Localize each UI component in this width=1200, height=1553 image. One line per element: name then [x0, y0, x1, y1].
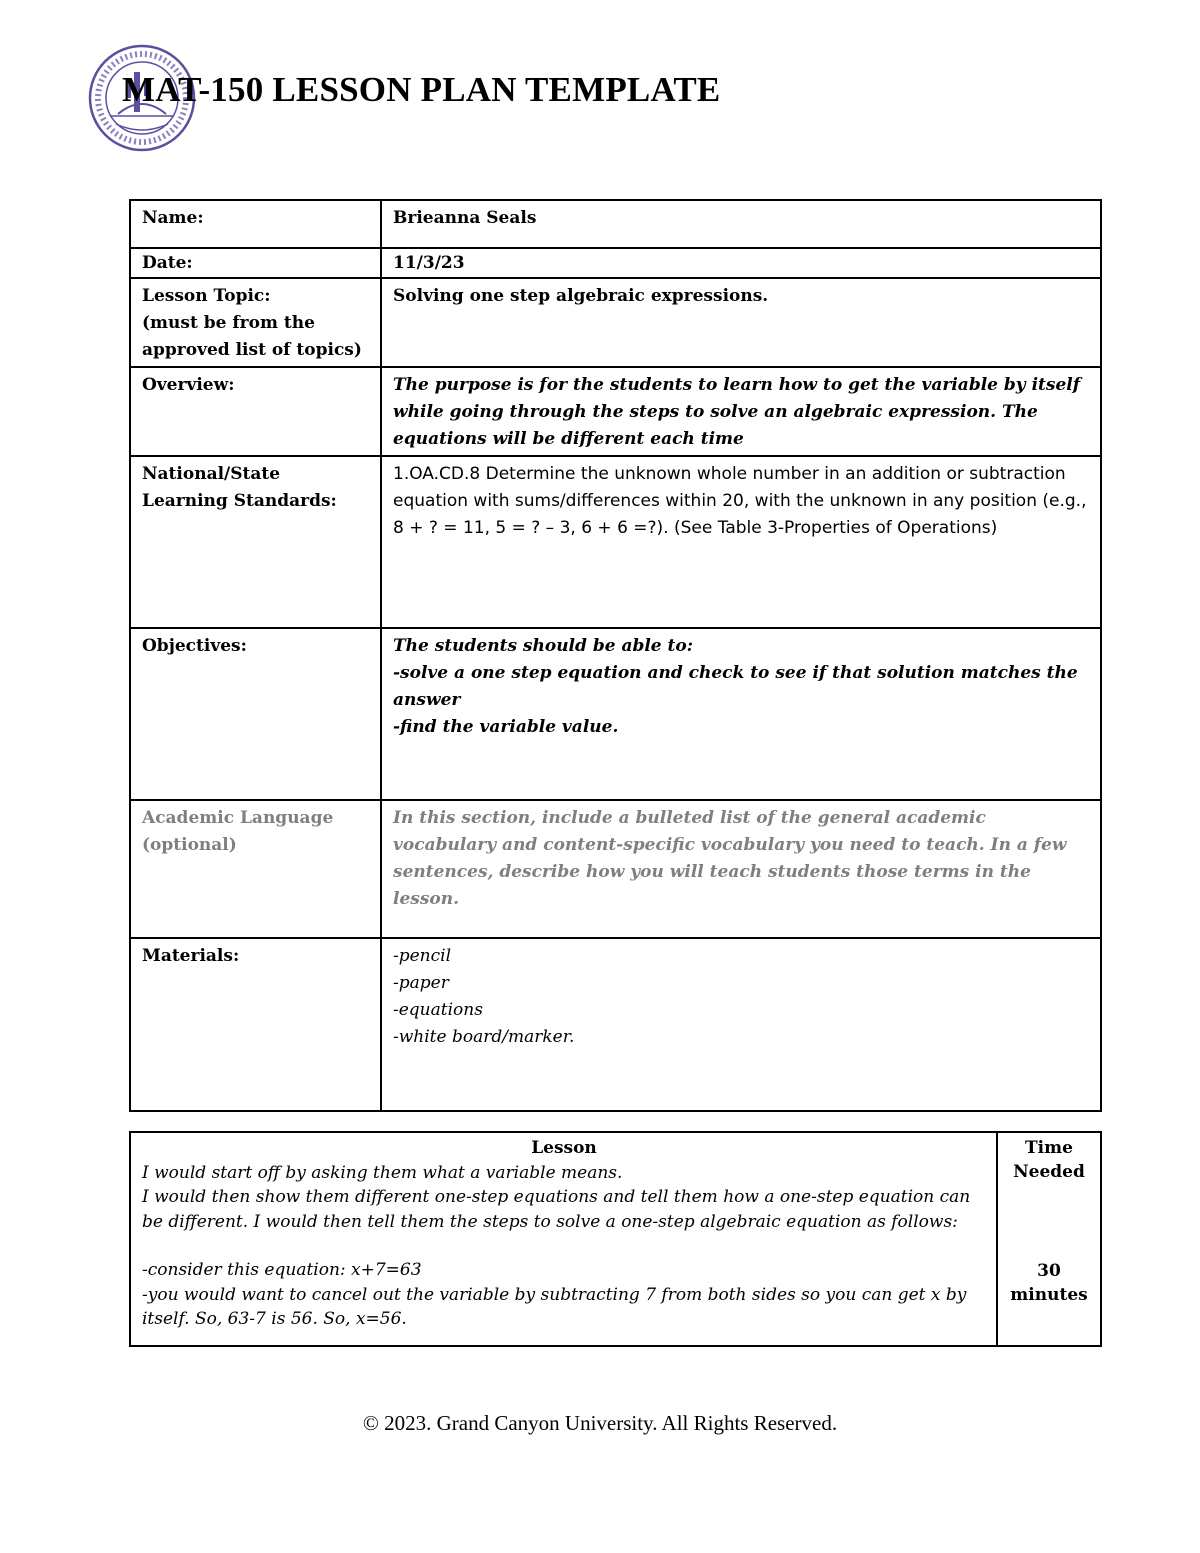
lesson-cell — [130, 1132, 997, 1346]
objectives-value — [381, 628, 1101, 800]
table-row — [130, 800, 1101, 938]
objectives-line: -solve a one step equation and check to see if that solution matches the answer — [393, 663, 1078, 710]
table-row — [130, 278, 1101, 367]
time-heading: Time — [1025, 1138, 1073, 1158]
standards-value: 1.OA.CD.8 Determine the unknown whole number in an addition or subtraction equation with sums/differences within 20, with the unknown in any position (e.g., 8 + ? = 11, 5 = ? – 3, 6 + 6 =?). (See Table 3-Properties of Operations) — [381, 456, 1101, 628]
topic-value: Solving one step algebraic expressions. — [381, 278, 1101, 367]
name-label: Name: — [130, 200, 381, 248]
copyright-footer: © 2023. Grand Canyon University. All Rights Reserved. — [362, 1411, 838, 1435]
list-item: -paper — [393, 973, 449, 993]
academic-optional-note: (optional) — [142, 835, 237, 855]
lesson-line: I would start off by asking them what a variable means. — [142, 1162, 623, 1183]
time-cell — [997, 1132, 1101, 1346]
standards-label: National/State Learning Standards: — [130, 456, 381, 628]
academic-label: Academic Language — [142, 808, 334, 828]
spacer — [142, 1234, 986, 1258]
overview-label: Overview: — [130, 367, 381, 456]
topic-label: Lesson Topic: — [142, 286, 271, 306]
lesson-heading: Lesson — [531, 1138, 597, 1158]
lesson-line: -you would want to cancel out the variable by subtracting 7 from both sides so you can get x by itself. So, 63-7 is 56. So, x=56. — [142, 1284, 967, 1329]
date-label: Date: — [130, 248, 381, 278]
lesson-info-table — [129, 199, 1102, 1112]
spacer — [1006, 1184, 1092, 1259]
topic-label-cell — [130, 278, 381, 367]
table-row — [130, 1132, 1101, 1346]
objectives-label: Objectives: — [130, 628, 381, 800]
table-row — [130, 938, 1101, 1111]
page-title: MAT-150 LESSON PLAN TEMPLATE — [122, 70, 721, 109]
list-item: -white board/marker. — [393, 1027, 575, 1047]
objectives-line: The students should be able to: — [393, 636, 694, 656]
lesson-line: -consider this equation: x+7=63 — [142, 1260, 422, 1280]
table-row — [130, 456, 1101, 628]
table-row — [130, 367, 1101, 456]
topic-note-1: (must be from the — [142, 313, 315, 333]
objectives-line: -find the variable value. — [393, 717, 619, 737]
date-value: 11/3/23 — [381, 248, 1101, 278]
list-item: -pencil — [393, 946, 452, 966]
lesson-line: I would then show them different one-step equations and tell them how a one-step equation can be different. I would then tell them the steps to solve a one-step algebraic equation as follows: — [142, 1187, 971, 1232]
list-item: -equations — [393, 1000, 483, 1020]
table-row — [130, 628, 1101, 800]
academic-label-cell — [130, 800, 381, 938]
overview-value: The purpose is for the students to learn how to get the variable by itself while going through the steps to solve an algebraic expression. The equations will be different each time — [381, 367, 1101, 456]
time-heading-2: Needed — [1013, 1162, 1085, 1182]
materials-list — [381, 938, 1101, 1111]
name-value: Brieanna Seals — [381, 200, 1101, 248]
lesson-table — [129, 1131, 1102, 1347]
materials-label: Materials: — [130, 938, 381, 1111]
time-unit: minutes — [1010, 1285, 1088, 1305]
time-value: 30 — [1037, 1261, 1061, 1281]
academic-value: In this section, include a bulleted list of the general academic vocabulary and content-specific vocabulary you need to teach. In a few sentences, describe how you will teach students those terms in the lesson. — [381, 800, 1101, 938]
table-row — [130, 248, 1101, 278]
table-row — [130, 200, 1101, 248]
topic-note-2: approved list of topics) — [142, 340, 362, 360]
